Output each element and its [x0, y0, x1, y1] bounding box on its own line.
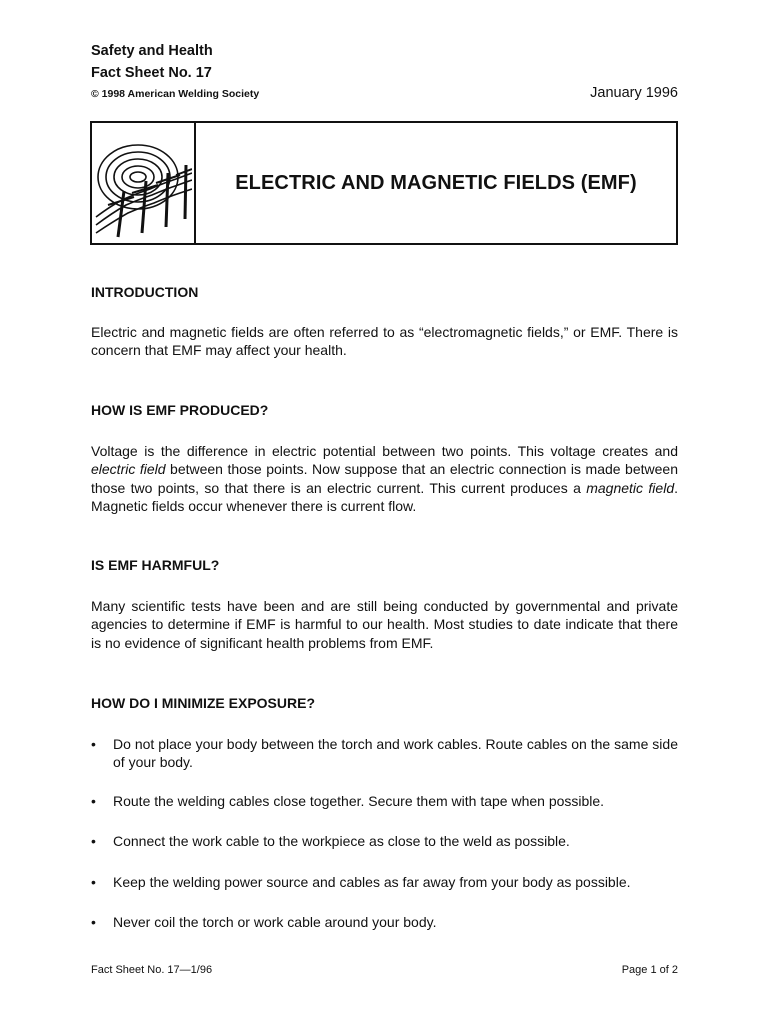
term-magnetic-field: magnetic field [586, 479, 675, 496]
heading-emf-harmful: IS EMF HARMFUL? [91, 557, 220, 573]
paragraph-emf-produced: Voltage is the difference in electric potential between two points. This voltage creates and electric field between those points. Now suppose that an electric connection is made between those two points, so that there is an electric current. This current produces a magnetic field. Magnetic fields occur whenever there is current flow. [91, 443, 678, 515]
bullet-icon: • [91, 736, 96, 752]
bullet-icon: • [91, 793, 96, 809]
header-title: Safety and Health [91, 43, 213, 59]
bullet-icon: • [91, 874, 96, 890]
bullet-icon: • [91, 914, 96, 930]
heading-introduction: INTRODUCTION [91, 284, 199, 300]
heading-emf-produced: HOW IS EMF PRODUCED? [91, 402, 269, 418]
power-lines-icon [92, 123, 196, 243]
footer-fact-sheet: Fact Sheet No. 17—1/96 [91, 964, 213, 976]
title-box [90, 121, 678, 245]
heading-minimize-exposure: HOW DO I MINIMIZE EXPOSURE? [91, 695, 316, 711]
publication-date: January 1996 [590, 85, 678, 101]
bullet-icon: • [91, 833, 96, 849]
copyright-notice: © 1998 American Welding Society [91, 88, 260, 100]
paragraph-emf-harmful: Many scientific tests have been and are still being conducted by governmental and private agencies to determine if EMF is harmful to our health. Most studies to date indicate that there is no evidence of significant health problems from EMF. [91, 598, 678, 651]
page-number: Page 1 of 2 [621, 964, 678, 976]
term-electric-field: electric field [91, 461, 166, 478]
paragraph-introduction: Electric and magnetic fields are often referred to as “electromagnetic fields,” or EMF. There is concern that EMF may affect your health. [91, 324, 678, 359]
document-title: ELECTRIC AND MAGNETIC FIELDS (EMF) [235, 171, 637, 194]
fact-sheet-number: Fact Sheet No. 17 [91, 65, 212, 81]
